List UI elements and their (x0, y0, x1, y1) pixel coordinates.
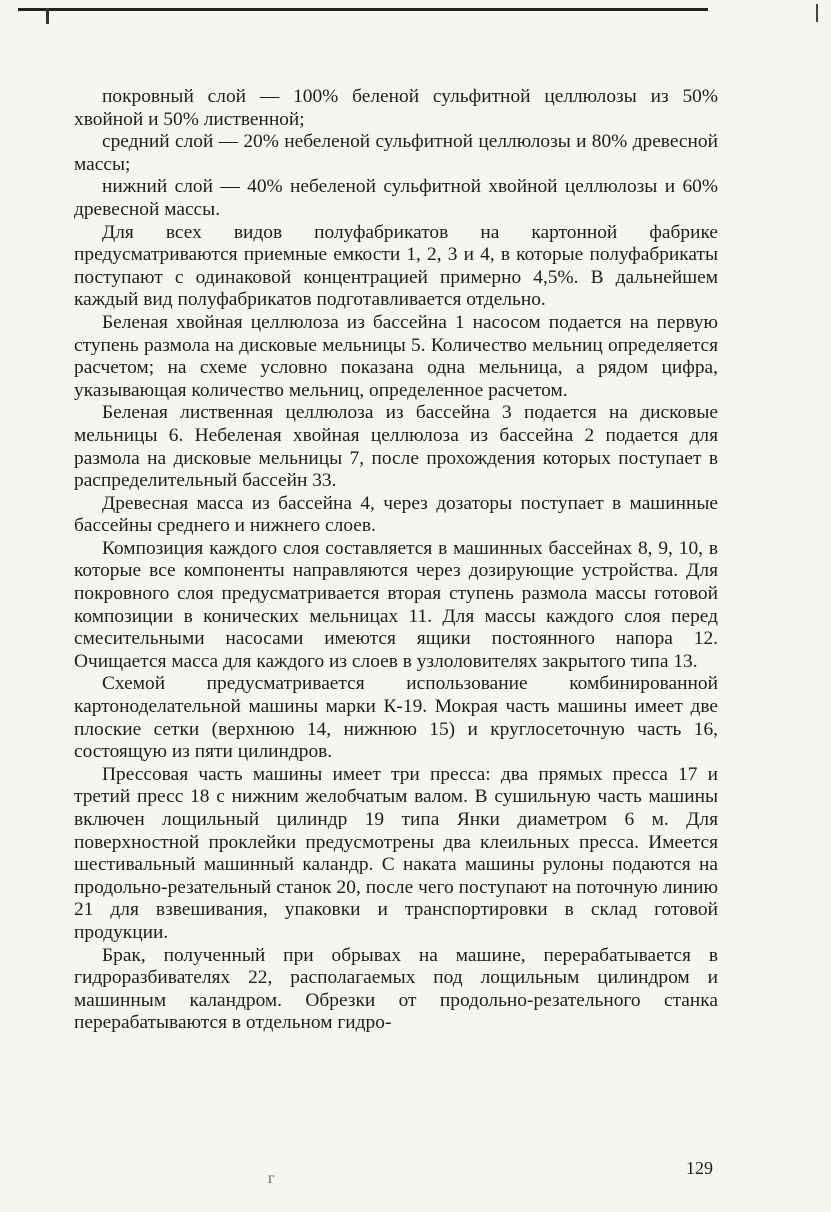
paragraph-9: Схемой предусматривается использование комбинированной картоноделательной машины марки К-19. Мокрая часть машины имеет две плоские сетки (верхнюю 14, нижнюю 15) и круглосеточную часть 16, состоящую из пяти цилиндров. (74, 673, 718, 763)
paragraph-10: Прессовая часть машины имеет три пресса: два прямых пресса 17 и третий пресс 18 с нижним желобчатым валом. В сушильную часть машины включен лощильный цилиндр 19 типа Янки диаметром 6 м. Для поверхностной проклейки предусмотрены два клеильных пресса. Имеется шестивальный машинный каландр. С наката машины рулоны подаются на продольно-резательный станок 20, после чего поступают на поточную линию 21 для взвешивания, упаковки и транспортировки в склад готовой продукции. (74, 763, 718, 943)
bottom-mark: г (268, 1170, 275, 1187)
body-text (74, 86, 718, 1035)
top-rule (18, 8, 708, 11)
paragraph-3: нижний слой — 40% небеленой сульфитной хвойной целлюлозы и 60% древесной массы. (74, 176, 718, 220)
paragraph-8: Композиция каждого слоя составляется в машинных бассейнах 8, 9, 10, в которые все компоненты направляются через дозирующие устройства. Для покровного слоя предусматривается вторая ступень размола массы готовой композиции в конических мельницах 11. Для массы каждого слоя перед смесительными насосами имеются ящики постоянного напора 12. Очищается масса для каждого из слоев в узлоловителях закрытого типа 13. (74, 537, 718, 672)
paragraph-4: Для всех видов полуфабрикатов на картонной фабрике предусматриваются приемные емкости 1, 2, 3 и 4, в которые полуфабрикаты поступают с одинаковой концентрацией примерно 4,5%. В дальнейшем каждый вид полуфабрикатов подготавливается отдельно. (74, 221, 718, 311)
paragraph-11: Брак, полученный при обрывах на машине, перерабатывается в гидроразбивателях 22, располагаемых под лощильным цилиндром и машинным каландром. Обрезки от продольно-резательного станка перерабатываются в отдельном гидро- (74, 944, 718, 1034)
top-rule-tick (46, 8, 49, 24)
page-number: 129 (686, 1158, 713, 1178)
paragraph-6: Беленая лиственная целлюлоза из бассейна 3 подается на дисковые мельницы 6. Небеленая хвойная целлюлоза из бассейна 2 подается для размола на дисковые мельницы 7, после прохождения которых поступает в распределительный бассейн 33. (74, 402, 718, 492)
paragraph-1: покровный слой — 100% беленой сульфитной целлюлозы из 50% хвойной и 50% лиственной; (74, 86, 718, 130)
margin-mark (816, 4, 818, 22)
paragraph-7: Древесная масса из бассейна 4, через дозаторы поступает в машинные бассейны среднего и нижнего слоев. (74, 492, 718, 537)
paragraph-5: Беленая хвойная целлюлоза из бассейна 1 насосом подается на первую ступень размола на дисковые мельницы 5. Количество мельниц определяется расчетом; на схеме условно показана одна мельница, а рядом цифра, указывающая количество мельниц, определенное расчетом. (74, 311, 718, 401)
paragraph-2: средний слой — 20% небеленой сульфитной целлюлозы и 80% древесной массы; (74, 131, 718, 175)
